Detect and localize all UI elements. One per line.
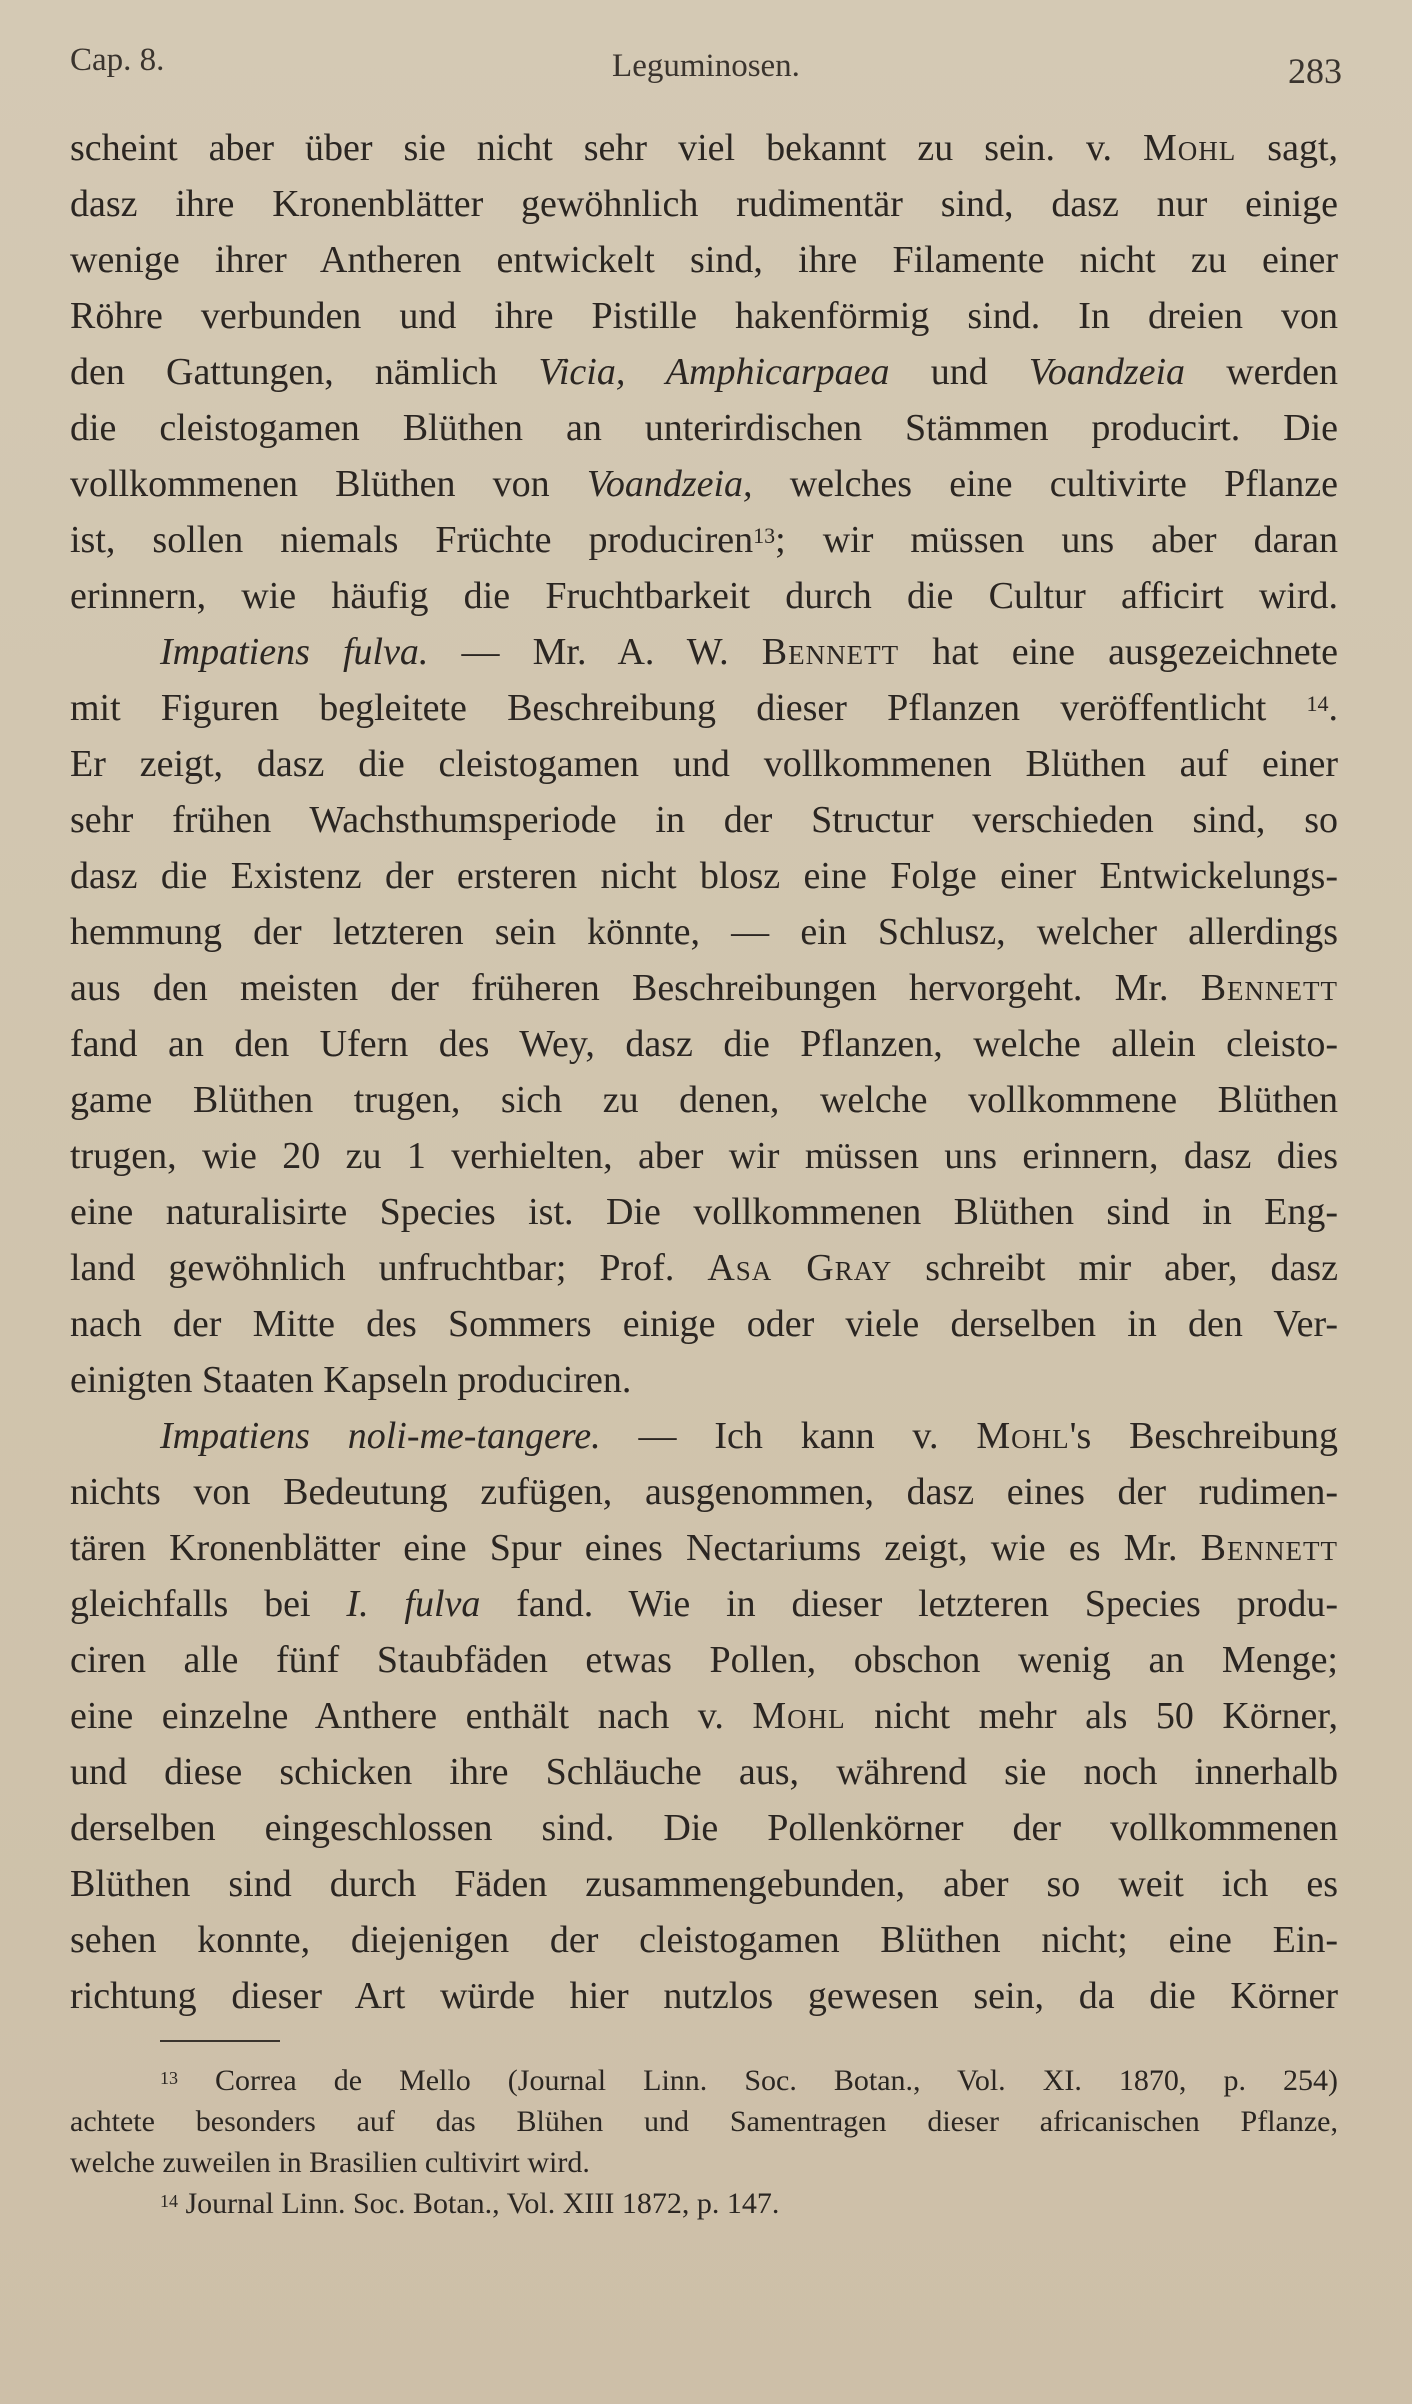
author-name: Bennett — [1200, 1527, 1338, 1569]
footnote-line: achtete besonders auf das Blühen und Samentragen dieser africanischen Pflanze, — [70, 2105, 1338, 2138]
species-name: Impatiens fulva. — [160, 631, 429, 673]
text-line: wenige ihrer Antheren entwickelt sind, ihre Filamente nicht zu einer — [70, 239, 1338, 281]
text-line: sehen konnte, diejenigen der cleistogamen Blüthen nicht; eine Ein- — [70, 1919, 1338, 1961]
footnote-divider — [160, 2040, 280, 2042]
text-line: Impatiens noli-me-tangere. — Ich kann v. Mohl's Beschreibung — [160, 1415, 1339, 1457]
footnote-number: 13 — [160, 2068, 178, 2088]
text-line: Blüthen sind durch Fäden zusammengebunden, aber so weit ich es — [70, 1863, 1338, 1905]
text-line: trugen, wie 20 zu 1 verhielten, aber wir müssen uns erinnern, dasz dies — [70, 1135, 1338, 1177]
page-number: 283 — [1288, 51, 1342, 91]
text-line: nichts von Bedeutung zufügen, ausgenommen, dasz eines der rudimen- — [70, 1471, 1338, 1513]
footnote-number: 14 — [160, 2191, 178, 2211]
species-name: I. fulva — [346, 1583, 481, 1625]
text-line: aus den meisten der früheren Beschreibungen hervorgeht. Mr. Bennett — [70, 967, 1339, 1009]
genus-name: Vicia, Amphicarpaea — [538, 351, 890, 393]
text-line: Impatiens fulva. — Mr. A. W. Bennett hat eine ausgezeichnete — [160, 631, 1339, 673]
text-line: fand an den Ufern des Wey, dasz die Pflanzen, welche allein cleisto- — [70, 1023, 1338, 1065]
text-line: eine einzelne Anthere enthält nach v. Mohl nicht mehr als 50 Körner, — [70, 1695, 1338, 1737]
text-line: hemmung der letzteren sein könnte, — ein Schlusz, welcher allerdings — [70, 911, 1338, 953]
footnote-ref: 13 — [753, 523, 776, 548]
body-text — [70, 120, 1338, 2024]
text-line: die cleistogamen Blüthen an unterirdischen Stämmen producirt. Die — [70, 407, 1338, 449]
author-name: Mohl — [1143, 127, 1237, 169]
running-title: Leguminosen. — [612, 48, 800, 84]
author-name: Bennett — [761, 631, 900, 673]
text-line: tären Kronenblätter eine Spur eines Nectariums zeigt, wie es Mr. Bennett — [70, 1527, 1338, 1569]
footnote-line: welche zuweilen in Brasilien cultivirt wird. — [70, 2146, 590, 2179]
text-line: einigten Staaten Kapseln produciren. — [70, 1359, 632, 1401]
text-line: richtung dieser Art würde hier nutzlos gewesen sein, da die Körner — [70, 1975, 1338, 2017]
text-line: ciren alle fünf Staubfäden etwas Pollen, obschon wenig an Menge; — [70, 1639, 1338, 1681]
text-line: erinnern, wie häufig die Fruchtbarkeit durch die Cultur afficirt wird. — [70, 575, 1338, 617]
running-header — [70, 42, 1342, 92]
text-line: Er zeigt, dasz die cleistogamen und vollkommenen Blüthen auf einer — [70, 743, 1338, 785]
author-name: Mohl — [976, 1415, 1070, 1457]
text-line: derselben eingeschlossen sind. Die Pollenkörner der vollkommenen — [70, 1807, 1338, 1849]
genus-name: Voandzeia, — [586, 463, 753, 505]
author-name: Asa Gray — [707, 1247, 893, 1289]
text-line: gleichfalls bei I. fulva fand. Wie in dieser letzteren Species produ- — [70, 1583, 1338, 1625]
text-line: den Gattungen, nämlich Vicia, Amphicarpaea und Voandzeia werden — [70, 351, 1339, 393]
footnote-13: $^{13}$ Correa de Mello (Journal Linn. Soc. Botan., Vol. XI. 1870, p. 254) — [160, 2064, 1338, 2097]
text-line: vollkommenen Blüthen von Voandzeia, welches eine cultivirte Pflanze — [70, 463, 1339, 505]
species-name: Impatiens noli-me-tangere. — [160, 1415, 601, 1457]
author-name: Mohl — [752, 1695, 846, 1737]
footnotes — [70, 2060, 1338, 2224]
footnote-ref: 14 — [1306, 691, 1329, 716]
text-line: land gewöhnlich unfruchtbar; Prof. Asa Gray schreibt mir aber, dasz — [70, 1247, 1339, 1289]
genus-name: Voandzeia — [1028, 351, 1186, 393]
footnote-14: $^{14}$ Journal Linn. Soc. Botan., Vol. XIII 1872, p. 147. — [160, 2187, 780, 2220]
text-line: nach der Mitte des Sommers einige oder viele derselben in den Ver- — [70, 1303, 1338, 1345]
text-line: dasz die Existenz der ersteren nicht blosz eine Folge einer Entwickelungs- — [70, 855, 1338, 897]
text-line: und diese schicken ihre Schläuche aus, während sie noch innerhalb — [70, 1751, 1338, 1793]
text-line: ist, sollen niemals Früchte produciren$^{13}$; wir müssen uns aber daran — [70, 519, 1338, 561]
chapter-label: Cap. 8. — [70, 42, 165, 78]
text-line: mit Figuren begleitete Beschreibung dieser Pflanzen veröffentlicht $^{14}$. — [70, 687, 1338, 729]
text-line: game Blüthen trugen, sich zu denen, welche vollkommene Blüthen — [70, 1079, 1338, 1121]
text-line: eine naturalisirte Species ist. Die vollkommenen Blüthen sind in Eng- — [70, 1191, 1338, 1233]
text-line: Röhre verbunden und ihre Pistille hakenförmig sind. In dreien von — [70, 295, 1338, 337]
text-line: sehr frühen Wachsthumsperiode in der Structur verschieden sind, so — [70, 799, 1338, 841]
text-line: dasz ihre Kronenblätter gewöhnlich rudimentär sind, dasz nur einige — [70, 183, 1338, 225]
text-line: scheint aber über sie nicht sehr viel bekannt zu sein. v. Mohl sagt, — [70, 127, 1339, 169]
author-name: Bennett — [1200, 967, 1339, 1009]
